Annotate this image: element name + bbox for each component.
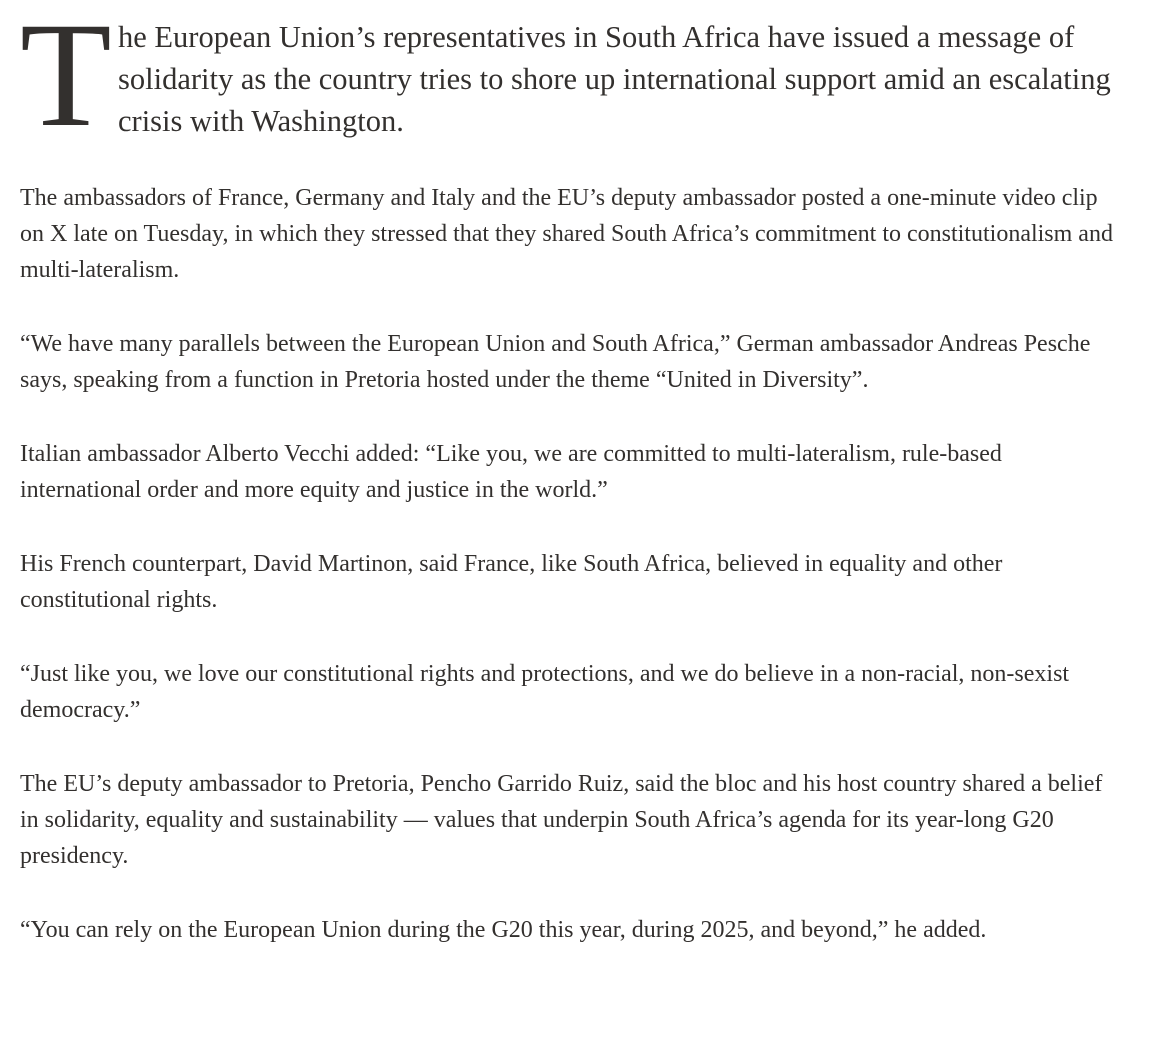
paragraph-ambassadors-video: The ambassadors of France, Germany and Italy and the EU’s deputy ambassador posted a one-minute video clip on X late on Tuesday, in which they stressed that they shared South Africa’s commitment to constitutionalism and multi-lateralism. [20,185,1113,283]
paragraph-french-counterpart: His French counterpart, David Martinon, said France, like South Africa, believed in equality and other constitutional rights. [20,551,1003,613]
lead-paragraph [20,0,1115,158]
paragraph-eu-closing-quote: “You can rely on the European Union during the G20 this year, during 2025, and beyond,” he added. [20,917,987,943]
paragraph-eu-deputy-ambassador: The EU’s deputy ambassador to Pretoria, Pencho Garrido Ruiz, said the bloc and his host country shared a belief in solidarity, equality and sustainability — values that underpin South Africa’s agenda for its year-long G20 presidency. [20,771,1103,869]
drop-cap: T [20,0,112,158]
lead-text: he European Union’s representatives in South Africa have issued a message of solidarity as the country tries to shore up international support amid an escalating crisis with Washington. [118,20,1111,138]
paragraph-french-quote: “Just like you, we love our constitutional rights and protections, and we do believe in a non-racial, non-sexist democracy.” [20,661,1070,723]
paragraph-german-ambassador-quote: “We have many parallels between the European Union and South Africa,” German ambassador Andreas Pesche says, speaking from a function in Pretoria hosted under the theme “United in Diversity”. [20,331,1091,393]
article-body [20,0,1115,986]
paragraph-italian-ambassador-quote: Italian ambassador Alberto Vecchi added: “Like you, we are committed to multi-lateralism, rule-based international order and more equity and justice in the world.” [20,441,1002,503]
